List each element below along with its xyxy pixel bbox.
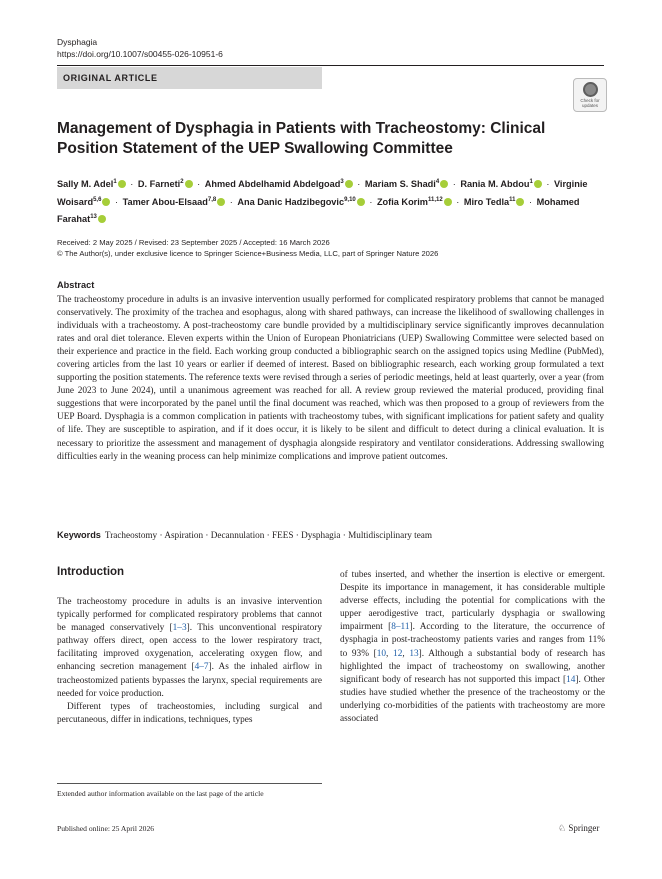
- citation-link[interactable]: 12: [393, 648, 403, 659]
- author-separator: ·: [543, 179, 552, 190]
- introduction-heading: Introduction: [57, 566, 125, 578]
- citation-link[interactable]: 8–11: [391, 622, 410, 633]
- journal-header: [57, 36, 223, 60]
- keyword: Dysphagia: [301, 530, 341, 540]
- author[interactable]: [205, 179, 353, 189]
- author-affiliation: 2: [180, 179, 184, 185]
- citation-link[interactable]: 13: [409, 648, 419, 659]
- author-name: Mariam S. Shadi: [364, 179, 436, 190]
- keyword: Multidisciplinary team: [348, 530, 433, 540]
- keyword: Aspiration: [164, 530, 204, 540]
- author-name: Ahmed Abdelhamid Abdelgoad: [204, 179, 341, 190]
- author-separator: ·: [354, 179, 363, 190]
- crossmark-label: Check for updates: [580, 98, 600, 108]
- orcid-icon[interactable]: [440, 180, 448, 188]
- author-affiliation: 1: [529, 179, 533, 185]
- keyword-separator: ·: [203, 530, 211, 540]
- citation-link[interactable]: 4–7: [194, 662, 209, 673]
- keyword-separator: ·: [264, 530, 272, 540]
- footnote: Extended author information available on the last page of the article: [57, 789, 264, 798]
- author-separator: ·: [450, 179, 459, 190]
- abstract-text: The tracheostomy procedure in adults is an invasive intervention usually performed for complicated respiratory problems that cannot be managed conservatively. The proximity of the trachea and esophagus, along with shared pathways, can increase the likelihood of swallowing challenges in individuals with a tracheostomy. A post-tracheostomy care bundle provided by a multidisciplinary service significantly improves decannulation rates and oral diet tolerance. Eleven experts within the Union of European Phoniatricians (UEP) Swallowing Committee were selected based on their experience and practice in the field. Each working group conducted a bibliographic search on the assigned topics using Medline (PubMed), covering articles from the last 10 years or earlier if deemed of interest. Based on bibliographic research, each working group formulated a text supporting the position statements. The reference texts were revised through a series of periodic meetings, held at least quarterly, over a year (from June 2023 to June 2024), until a unanimous agreement was reached for all. A review group reviewed the material produced, providing final suggestions that were incorporated by the panel until the final document was reached, which was then proposed to a group of reviewers from the UEP Board. Dysphagia is a common complication in patients with tracheostomy tubes, with significant implications for patient safety and quality of life. They are susceptible to aspiration, and if it does occur, it is likely to be silent and difficult to detect during a clinical evaluation. It is necessary to prioritize the assessment and management of dysphagia alongside respiratory and ventilator considerations. Addressing swallowing difficulties early in the weaning process can help minimize complications and improve patient outcomes.: [57, 295, 604, 462]
- springer-horse-icon: ♘: [558, 823, 567, 833]
- author-affiliation: 5,6: [93, 196, 102, 203]
- check-for-updates-button[interactable]: [573, 78, 607, 112]
- keyword-list: [105, 530, 432, 540]
- author[interactable]: [464, 197, 525, 207]
- intro-paragraph-2: Different types of tracheostomies, including surgical and percutaneous, differ in indications, techniques, types: [57, 701, 322, 725]
- author[interactable]: [377, 197, 452, 207]
- journal-name: Dysphagia: [57, 37, 98, 47]
- intro-column-right: [340, 569, 605, 726]
- author-affiliation: 11,12: [427, 196, 443, 203]
- author-name: D. Farneti: [137, 179, 181, 190]
- author[interactable]: [365, 179, 448, 189]
- author-name: Virginie Woisard: [57, 179, 588, 207]
- orcid-icon[interactable]: [185, 180, 193, 188]
- author-separator: ·: [112, 196, 121, 207]
- article-type-badge: ORIGINAL ARTICLE: [57, 67, 322, 89]
- orcid-icon[interactable]: [534, 180, 542, 188]
- orcid-icon[interactable]: [98, 215, 106, 223]
- header-rule: [57, 65, 604, 66]
- author-affiliation: 1: [113, 179, 117, 185]
- author[interactable]: [123, 197, 226, 207]
- history-dates: Received: 2 May 2025 / Revised: 23 September 2025 / Accepted: 16 March 2026: [57, 238, 330, 247]
- keyword: Tracheostomy: [104, 530, 158, 540]
- keyword-separator: ·: [157, 530, 165, 540]
- doi-link[interactable]: https://doi.org/10.1007/s00455-026-10951-6: [57, 49, 223, 59]
- intro-column-left: [57, 596, 322, 727]
- footnote-rule: [57, 783, 322, 784]
- author-separator: ·: [366, 196, 375, 207]
- orcid-icon[interactable]: [345, 180, 353, 188]
- keyword-separator: ·: [340, 530, 349, 540]
- intro-paragraph-1: The tracheostomy procedure in adults is an invasive intervention typically performed for complicated respiratory problems that cannot be managed conservatively [1–3]. This unconventional respiratory pathway offers direct, open access to the lower respiratory tract, facilitating improved oxygenation, accelerating oxygen flow, and enhancing secretion management [4–7]. As the inhaled airflow in tracheostomized patients bypasses the larynx, special requirements are needed for voice production.: [57, 597, 322, 699]
- citation-link[interactable]: 1–3: [172, 623, 187, 634]
- orcid-icon[interactable]: [118, 180, 126, 188]
- author-name: Miro Tedla: [463, 196, 510, 207]
- author-name: Tamer Abou-Elsaad: [122, 196, 208, 207]
- author-separator: ·: [453, 196, 462, 207]
- intro-paragraph-2-cont: of tubes inserted, and whether the insertion is elective or emergent. Despite its importance in management, it has considerable multiple adverse effects, including the potential for complications with the upper aerodigestive tract, particularly dysphagia or swallowing impairment [8–11]. According to the literature, the occurrence of dysphagia in post-tracheostomy patients varies and ranges from 11% to 93% [10, 12, 13]. Although a substantial body of research has highlighted the impact of tracheostomy on swallowing, another significant body of research has not supported this impact [14]. Other studies have studied whether the presence of the tracheostomy or the underlying co-morbidities of the patients with tracheostomy are more associated: [340, 570, 606, 725]
- author-affiliation: 3: [340, 179, 344, 185]
- author-affiliation: 9,10: [344, 196, 356, 203]
- citation-link[interactable]: 10: [376, 648, 387, 659]
- author-separator: ·: [127, 179, 136, 190]
- author-separator: ·: [227, 196, 236, 207]
- author[interactable]: [237, 197, 364, 207]
- orcid-icon[interactable]: [357, 198, 365, 206]
- publisher-name: Springer: [568, 823, 600, 833]
- author-separator: ·: [194, 179, 203, 190]
- author[interactable]: [57, 179, 126, 189]
- author-name: Mohamed Farahat: [57, 196, 580, 225]
- keyword-separator: ·: [293, 530, 302, 540]
- author-name: Rania M. Abdou: [460, 179, 530, 190]
- author[interactable]: [138, 179, 193, 189]
- keyword: Decannulation: [210, 530, 265, 540]
- author-name: Zofia Korim: [376, 196, 428, 207]
- orcid-icon[interactable]: [217, 198, 225, 206]
- article-dates: [57, 237, 438, 259]
- copyright-line: © The Author(s), under exclusive licence to Springer Science+Business Media, LLC, part of Springer Nature 2026: [57, 249, 439, 258]
- author-name: Sally M. Adel: [57, 179, 114, 190]
- author-separator: ·: [526, 196, 535, 207]
- author[interactable]: [460, 179, 541, 189]
- keyword: FEES: [272, 530, 294, 540]
- crossmark-icon: [583, 82, 598, 97]
- keywords-label: Keywords: [57, 530, 101, 540]
- author-name: Ana Danic Hadzibegovic: [237, 196, 345, 207]
- author-affiliation: 13: [90, 214, 97, 221]
- keywords-line: [57, 529, 432, 541]
- citation-link[interactable]: 14: [566, 674, 576, 685]
- author-affiliation: 4: [435, 179, 440, 185]
- abstract-heading: Abstract: [57, 280, 95, 290]
- article-title: Management of Dysphagia in Patients with Tracheostomy: Clinical Position Statement of the UEP Swallowing Committee: [57, 120, 546, 157]
- author-affiliation: 7,8: [207, 196, 217, 203]
- author-affiliation: 11: [509, 196, 516, 203]
- author-list: [57, 175, 607, 228]
- published-date: Published online: 25 April 2026: [57, 824, 155, 833]
- orcid-icon[interactable]: [444, 198, 452, 206]
- publisher-logo: [558, 823, 599, 834]
